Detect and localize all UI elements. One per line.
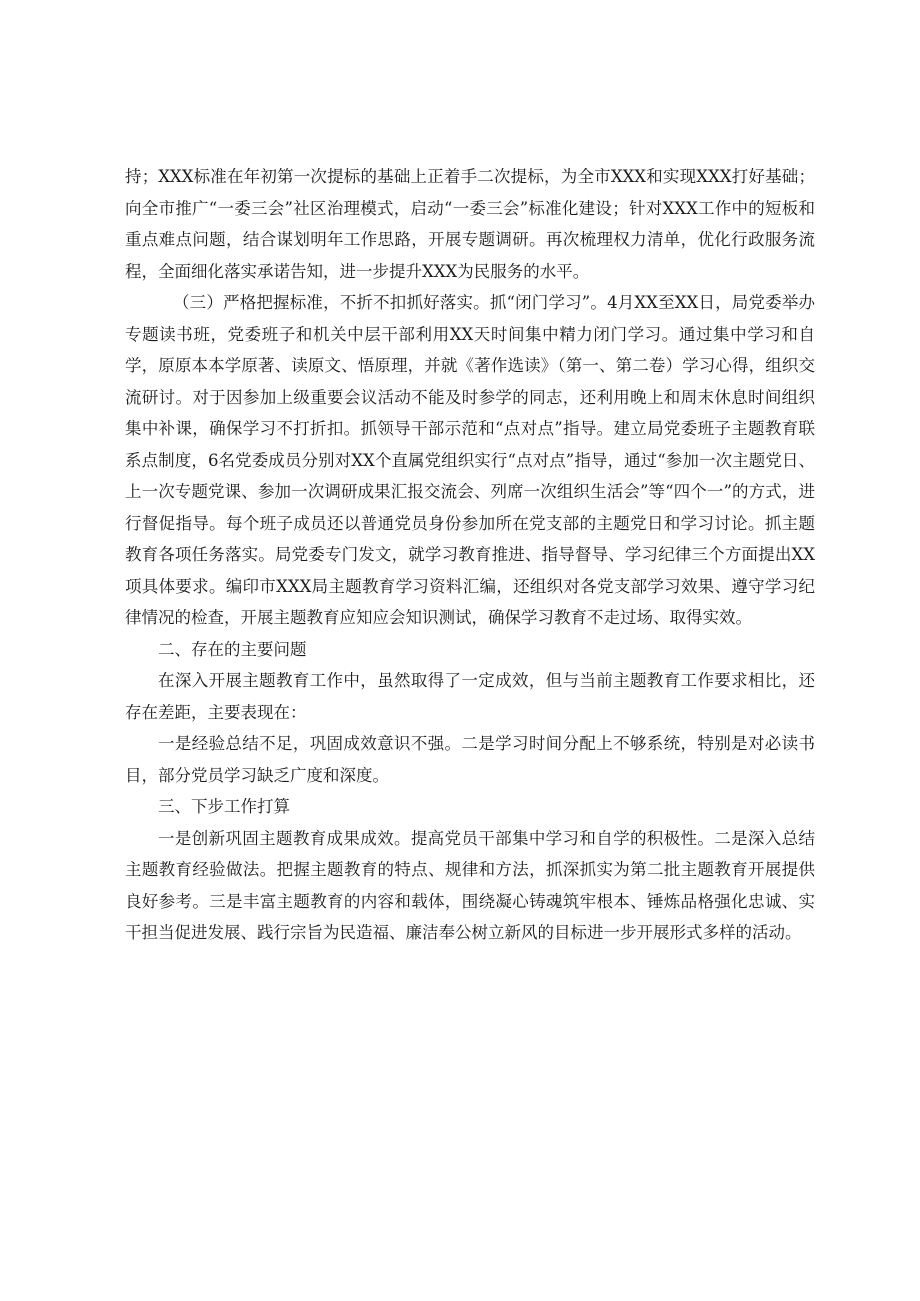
paragraph-continuation: 持；XXX标准在年初第一次提标的基础上正着手二次提标，为全市XXX和实现XXX打好基础；向全市推广“一委三会”社区治理模式，启动“一委三会”标准化建设；针对XXX工作中的短板和重点难点问题，结合谋划明年工作思路，开展专题调研。再次梳理权力清单，优化行政服务流程，全面细化落实承诺告知，进一步提升XXX为民服务的水平。 [125,167,815,281]
paragraph-problems-detail: 一是经验总结不足，巩固成效意识不强。二是学习时间分配上不够系统，特别是对必读书目，部分党员学习缺乏广度和深度。 [125,734,815,785]
paragraph-problems-intro: 在深入开展主题教育工作中，虽然取得了一定成效，但与当前主题教育工作要求相比，还存在差距，主要表现在： [125,671,815,722]
paragraph-section-three: （三）严格把握标准，不折不扣抓好落实。抓“闭门学习”。4月XX至XX日，局党委举办专题读书班，党委班子和机关中层干部利用XX天时间集中精力闭门学习。通过集中学习和自学，原原本本学原著、读原文、悟原理，并就《著作选读》（第一、第二卷）学习心得，组织交流研讨。对于因参加上级重要会议活动不能及时参学的同志，还利用晚上和周末休息时间组织集中补课，确保学习不打折扣。抓领导干部示范和“点对点”指导。建立局党委班子主题教育联系点制度，6名党委成员分别对XX个直属党组织实行“点对点”指导，通过“参加一次主题党日、上一次专题党课、参加一次调研成果汇报交流会、列席一次组织生活会”等“四个一”的方式，进行督促指导。每个班子成员还以普通党员身份参加所在党支部的主题党日和学习讨论。抓主题教育各项任务落实。局党委专门发文，就学习教育推进、指导督导、学习纪律三个方面提出XX项具体要求。编印市XXX局主题教育学习资料汇编，还组织对各党支部学习效果、遵守学习纪律情况的检查，开展主题教育应知应会知识测试，确保学习教育不走过场、取得实效。 [125,293,815,627]
document-body [125,161,815,949]
heading-next-steps: 三、下步工作打算 [158,797,290,816]
paragraph-next-steps: 一是创新巩固主题教育成果成效。提高党员干部集中学习和自学的积极性。二是深入总结主题教育经验做法。把握主题教育的特点、规律和方法，抓深抓实为第二批主题教育开展提供良好参考。三是丰富主题教育的内容和载体，围绕凝心铸魂筑牢根本、锤炼品格强化忠诚、实干担当促进发展、践行宗旨为民造福、廉洁奉公树立新风的目标进一步开展形式多样的活动。 [125,828,815,942]
heading-problems: 二、存在的主要问题 [158,639,307,659]
